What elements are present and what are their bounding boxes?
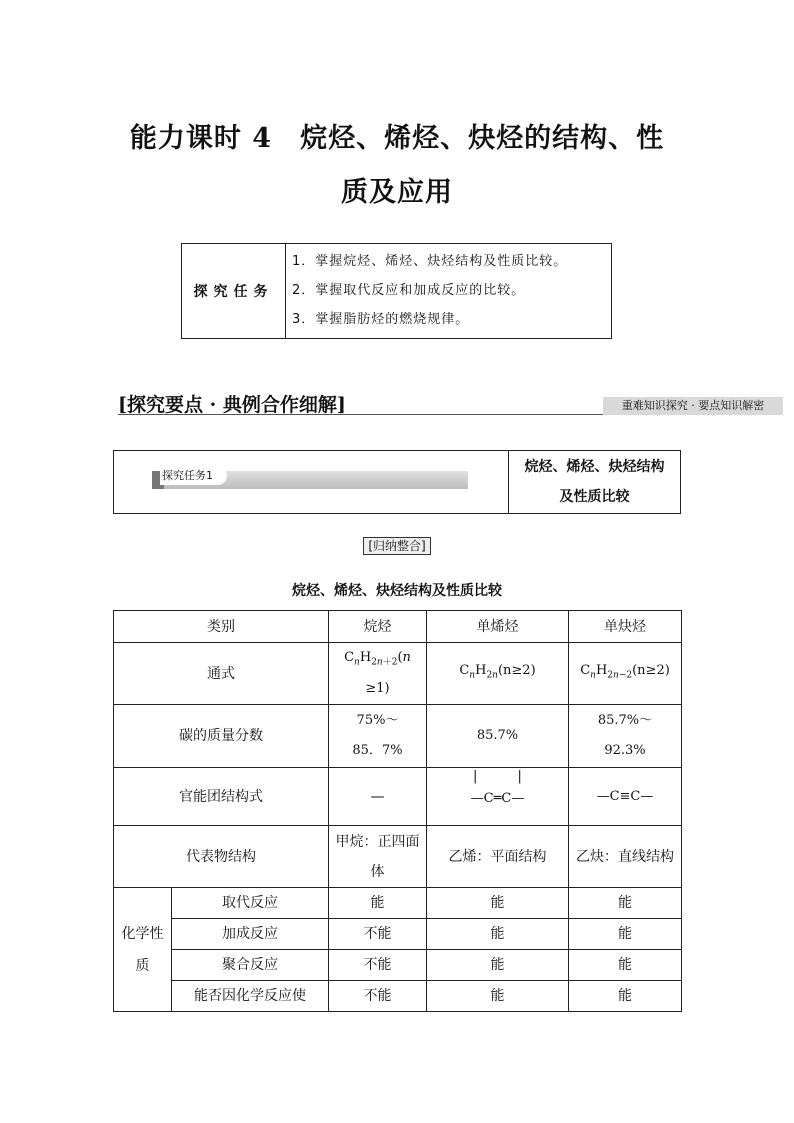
cell-value: 能 <box>569 919 682 950</box>
cell-value: 能 <box>569 950 682 981</box>
section-header: [探究要点 · 典例合作细解] <box>118 394 346 416</box>
table-row <box>114 705 682 768</box>
task1-banner-left <box>114 451 509 513</box>
task1-banner <box>113 450 681 514</box>
task-box-label: 探究任务 <box>182 244 286 338</box>
section-tag: 重难知识探究 · 要点知识解密 <box>603 397 783 415</box>
cell-value: 能 <box>427 888 569 919</box>
task1-badge: 探究任务1 <box>160 467 227 485</box>
header-alkane: 烷烃 <box>329 611 427 643</box>
task-list <box>286 244 611 338</box>
alkene-double-bond: —C═C— <box>470 791 525 806</box>
cell-value: 不能 <box>329 981 427 1012</box>
table-row <box>114 826 682 888</box>
cell-carbon-alkyne <box>569 705 682 768</box>
summary-tag-label: [归纳整合] <box>363 537 430 555</box>
alkene-side-bonds: | | <box>473 769 540 784</box>
formula-note: (n≥2) <box>632 663 670 679</box>
carbon-alkyne-high: 92.3% <box>604 743 646 758</box>
comparison-table <box>113 610 682 1012</box>
carbon-alkyne-low: 85.7%～ <box>597 713 653 728</box>
task-box <box>181 243 612 339</box>
header-alkyne: 单炔烃 <box>569 611 682 643</box>
row-label: 聚合反应 <box>172 950 329 981</box>
cell-carbon-alkane <box>329 705 427 768</box>
page-title-line2: 质及应用 <box>341 177 453 208</box>
header-alkene: 单烯烃 <box>427 611 569 643</box>
row-label: 取代反应 <box>172 888 329 919</box>
table-row <box>114 950 682 981</box>
table-row <box>114 888 682 919</box>
cell-value: 不能 <box>329 950 427 981</box>
carbon-alkane-low: 75%～ <box>356 713 399 728</box>
task1-title-line2: 及性质比较 <box>559 489 630 505</box>
cell-value: 能 <box>427 919 569 950</box>
header-category: 类别 <box>114 611 329 643</box>
task-item: 3．掌握脂肪烃的燃烧规律。 <box>292 312 470 327</box>
page-title-line1: 能力课时 4 烷烃、烯烃、炔烃的结构、性 <box>129 123 665 154</box>
cell-value: 能 <box>569 981 682 1012</box>
cell-repr-alkene: 乙烯：平面结构 <box>427 826 569 888</box>
table-row <box>114 981 682 1012</box>
cell-group-alkyne: —C≡C— <box>569 768 682 826</box>
row-label: 通式 <box>114 643 329 705</box>
row-label: 碳的质量分数 <box>114 705 329 768</box>
cell-value: 能 <box>329 888 427 919</box>
summary-tag <box>0 535 794 555</box>
cell-formula-alkyne: $C_nH_{2n-2}(n\ge 2)$ <box>569 643 682 705</box>
cell-repr-alkyne: 乙炔：直线结构 <box>569 826 682 888</box>
table-row <box>114 919 682 950</box>
carbon-alkane-high: 85．7% <box>352 743 403 758</box>
row-label: 加成反应 <box>172 919 329 950</box>
cell-value: 不能 <box>329 919 427 950</box>
cell-formula-alkene: $C_nH_{2n}(n\ge 2)$ <box>427 643 569 705</box>
alkene-structure <box>453 768 543 814</box>
cell-value: 能 <box>427 981 569 1012</box>
table-header-row <box>114 611 682 643</box>
cell-repr-alkane: 甲烷：正四面体 <box>329 826 427 888</box>
row-label: 官能团结构式 <box>114 768 329 826</box>
cell-carbon-alkene: 85.7% <box>427 705 569 768</box>
chem-group-label: 化学性质 <box>114 888 172 1012</box>
task1-title <box>509 451 680 513</box>
task-item: 2．掌握取代反应和加成反应的比较。 <box>292 283 526 298</box>
task1-title-line1: 烷烃、烯烃、炔烃结构 <box>524 459 665 475</box>
cell-value: 能 <box>427 950 569 981</box>
table-title: 烷烃、烯烃、炔烃结构及性质比较 <box>292 583 502 599</box>
formula-note: (n≥2) <box>497 663 536 679</box>
task-item: 1．掌握烷烃、烯烃、炔烃结构及性质比较。 <box>292 254 568 269</box>
row-label: 代表物结构 <box>114 826 329 888</box>
cell-group-alkene <box>427 768 569 826</box>
cell-formula-alkane: $C_nH_{2n+2}(n$ ≥1) <box>329 643 427 705</box>
table-row <box>114 768 682 826</box>
cell-group-alkane: — <box>329 768 427 826</box>
table-row <box>114 643 682 705</box>
row-label: 能否因化学反应使 <box>172 981 329 1012</box>
formula-suffix: ≥1) <box>365 680 390 696</box>
cell-value: 能 <box>569 888 682 919</box>
